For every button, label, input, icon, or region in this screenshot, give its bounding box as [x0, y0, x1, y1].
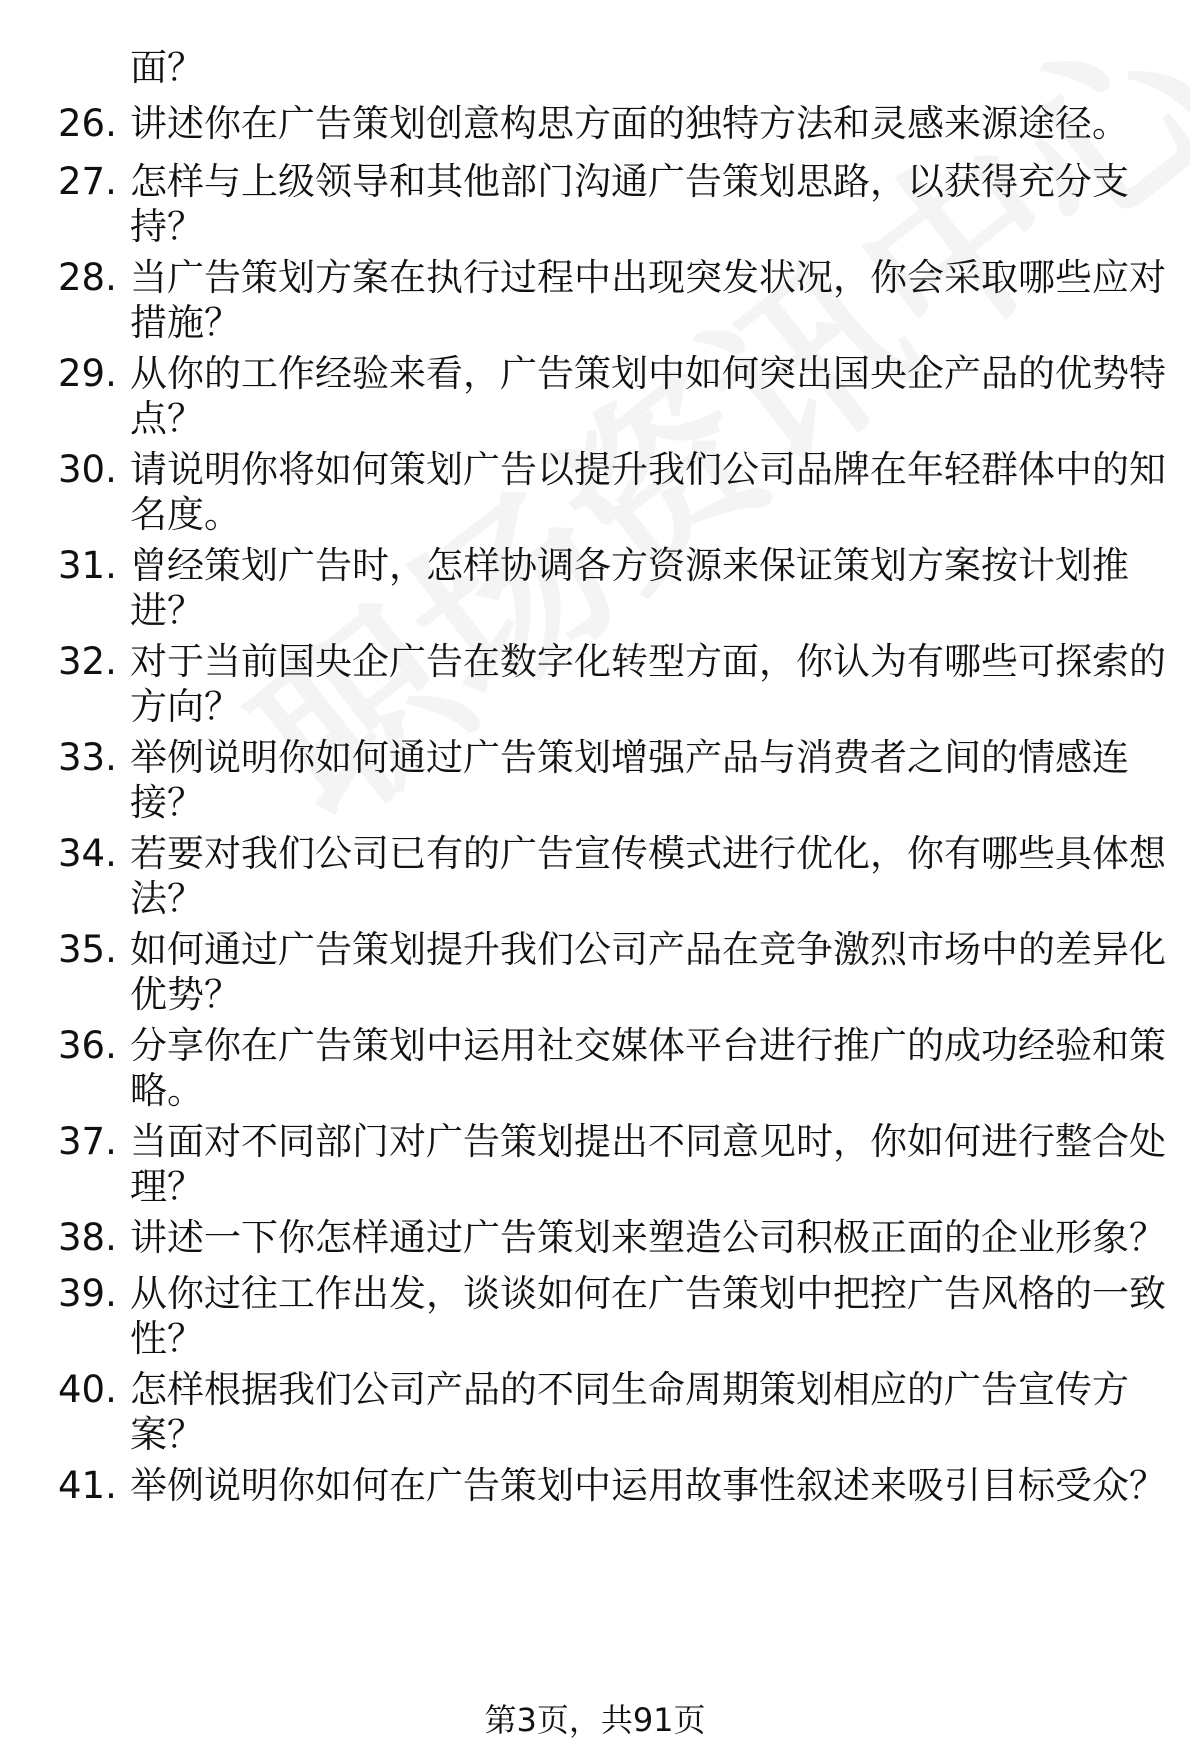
question-text: 分享你在广告策划中运用社交媒体平台进行推广的成功经验和策 [130, 1024, 1166, 1067]
question-text: 接？ [130, 781, 204, 824]
question-text: 请说明你将如何策划广告以提升我们公司品牌在年轻群体中的知 [130, 448, 1166, 491]
question-number: 36. [58, 1024, 117, 1067]
question-text: 性？ [130, 1317, 204, 1360]
question-text: 当面对不同部门对广告策划提出不同意见时，你如何进行整合处 [130, 1120, 1166, 1163]
question-text: 优势？ [130, 973, 241, 1016]
question-number: 26. [58, 102, 117, 145]
question-text: 对于当前国央企广告在数字化转型方面，你认为有哪些可探索的 [130, 640, 1166, 683]
question-number: 38. [58, 1216, 117, 1259]
question-number: 34. [58, 832, 117, 875]
question-number: 30. [58, 448, 117, 491]
question-number: 40. [58, 1368, 117, 1411]
question-text: 怎样根据我们公司产品的不同生命周期策划相应的广告宣传方 [130, 1368, 1129, 1411]
question-text: 若要对我们公司已有的广告宣传模式进行优化，你有哪些具体想 [130, 832, 1166, 875]
question-text: 曾经策划广告时，怎样协调各方资源来保证策划方案按计划推 [130, 544, 1129, 587]
question-text: 措施？ [130, 301, 241, 344]
question-text: 如何通过广告策划提升我们公司产品在竞争激烈市场中的差异化 [130, 928, 1166, 971]
question-text: 怎样与上级领导和其他部门沟通广告策划思路，以获得充分支 [130, 160, 1129, 203]
question-number: 39. [58, 1272, 117, 1315]
question-text: 理？ [130, 1165, 204, 1208]
question-number: 31. [58, 544, 117, 587]
question-number: 29. [58, 352, 117, 395]
question-text: 案？ [130, 1413, 204, 1456]
question-text: 名度。 [130, 493, 241, 536]
question-number: 35. [58, 928, 117, 971]
question-number: 37. [58, 1120, 117, 1163]
question-text: 点？ [130, 397, 204, 440]
question-text: 讲述一下你怎样通过广告策划来塑造公司积极正面的企业形象？ [130, 1216, 1166, 1259]
question-text: 进？ [130, 589, 204, 632]
page-footer: 第3页，共91页 [484, 1701, 706, 1739]
question-number: 28. [58, 256, 117, 299]
carryover-text: 面？ [130, 46, 204, 89]
question-text: 从你过往工作出发，谈谈如何在广告策划中把控广告风格的一致 [130, 1272, 1166, 1315]
question-number: 27. [58, 160, 117, 203]
question-number: 33. [58, 736, 117, 779]
question-text: 法？ [130, 877, 204, 920]
question-text: 当广告策划方案在执行过程中出现突发状况，你会采取哪些应对 [130, 256, 1166, 299]
question-text: 举例说明你如何在广告策划中运用故事性叙述来吸引目标受众？ [130, 1464, 1166, 1507]
question-text: 从你的工作经验来看，广告策划中如何突出国央企产品的优势特 [130, 352, 1166, 395]
question-number: 32. [58, 640, 117, 683]
question-text: 方向？ [130, 685, 241, 728]
question-text: 举例说明你如何通过广告策划增强产品与消费者之间的情感连 [130, 736, 1129, 779]
question-text: 讲述你在广告策划创意构思方面的独特方法和灵感来源途径。 [130, 102, 1129, 145]
question-text: 持？ [130, 205, 204, 248]
question-number: 41. [58, 1464, 117, 1507]
question-text: 略。 [130, 1069, 204, 1112]
